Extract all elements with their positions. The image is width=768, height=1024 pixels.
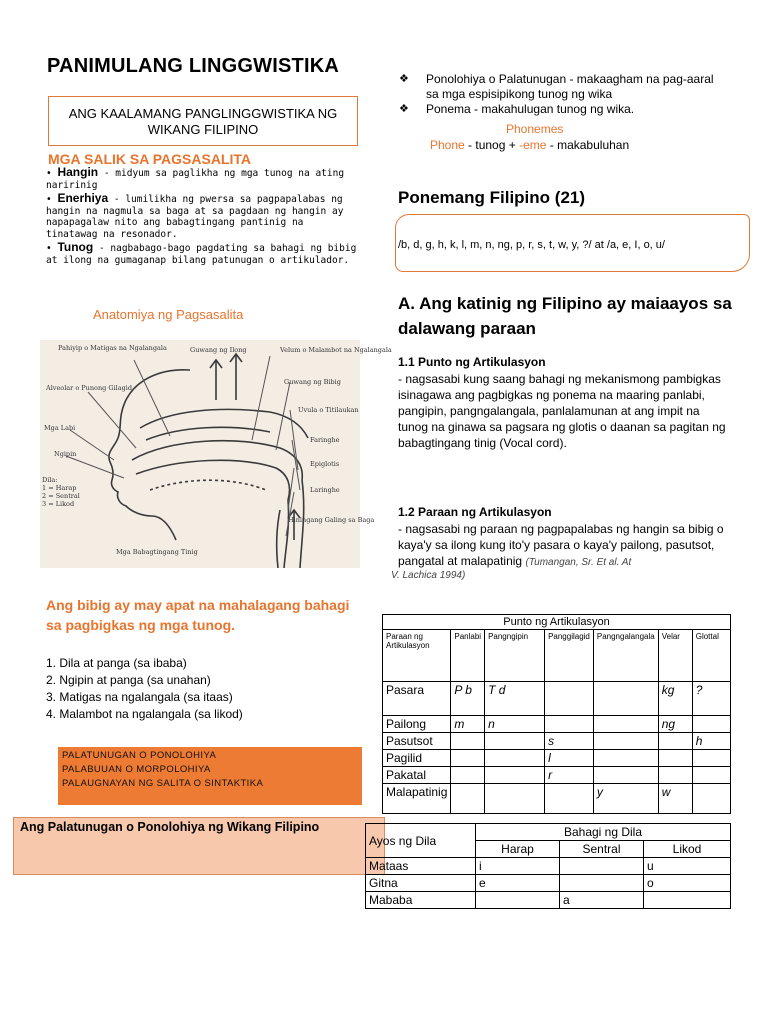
bullet-ponema [399, 102, 729, 117]
bullet-text: - makahulugan tunog ng wika. [470, 102, 635, 116]
label-malambot: Velum o Malambot na Ngalangala [280, 346, 392, 354]
table-row [383, 784, 731, 814]
bullet-term: Hangin [57, 165, 99, 179]
bullet-text: - lumilikha ng pwersa sa pagpapalabas ng hangin na nagmula sa baga at sa pagdaan ng hangin ay napapagalaw nito ang babagtingang pantinig na tinatawag na resonador. [46, 194, 344, 240]
orange-box [58, 747, 362, 805]
table-cell: o [644, 875, 731, 892]
section-1-2-body [398, 521, 733, 571]
list-item: 1. Dila at panga (sa ibaba) [46, 656, 187, 670]
table-cell [593, 750, 658, 767]
table-cell [560, 858, 644, 875]
table-cell: h [692, 733, 730, 750]
table-cell [658, 733, 692, 750]
phone-line [430, 138, 629, 152]
citation: (Tumangan, Sr. Et al. At [525, 557, 632, 568]
table-cell [644, 892, 731, 909]
table-cell [593, 733, 658, 750]
table-cell [692, 767, 730, 784]
table-cell [560, 875, 644, 892]
subtitle-box [48, 96, 358, 146]
table-cell: Mataas [366, 858, 476, 875]
citation-continued: V. Lachica 1994) [391, 570, 466, 581]
table-cell [545, 682, 594, 716]
table-cell: kg [658, 682, 692, 716]
list-item: 3. Matigas na ngalangala (sa itaas) [46, 690, 233, 704]
table-header: Harap [476, 841, 560, 858]
table-cell: e [476, 875, 560, 892]
table-title: Punto ng Artikulasyon [383, 615, 731, 630]
bibig-list [46, 655, 243, 723]
list-item: 2. Ngipin at panga (sa unahan) [46, 673, 211, 687]
label-matigas: Pahiyip o Matigas na Ngalangala [58, 344, 167, 352]
diamond-bullet-icon: ❖ [399, 103, 409, 115]
orange-box-line: PALATUNUGAN O PONOLOHIYA [62, 750, 217, 761]
table-header: Velar [658, 630, 692, 682]
label-babagtingang: Mga Babagtingang Tinig [116, 548, 198, 556]
table-cell [451, 750, 485, 767]
table-cell: n [485, 716, 545, 733]
label-harap: 1 = Harap [42, 484, 77, 492]
section-a-heading: A. Ang katinig ng Filipino ay maiaayos sa dalawang paraan [398, 294, 732, 338]
table-title: Bahagi ng Dila [476, 824, 731, 841]
table-row [366, 858, 731, 875]
subtitle-line-1: ANG KAALAMANG PANGLINGGWISTIKA NG [68, 106, 338, 121]
table-cell [593, 716, 658, 733]
label-hininga: Hiningang Galing sa Baga [288, 516, 375, 524]
table-cell [593, 767, 658, 784]
table-cell: i [476, 858, 560, 875]
table-row [383, 767, 731, 784]
orange-box-line: PALABUUAN O MORPOLOHIYA [62, 764, 211, 775]
table-header: Panggilagid [545, 630, 594, 682]
table-cell: u [644, 858, 731, 875]
table-cell [451, 767, 485, 784]
table-cell [451, 733, 485, 750]
eme-word: -eme [519, 138, 547, 152]
orange-box-line: PALAUGNAYAN NG SALITA O SINTAKTIKA [62, 778, 264, 789]
ponemang-heading: Ponemang Filipino (21) [398, 188, 586, 207]
tunog-text: - tunog + [464, 138, 520, 152]
table-cell: ng [658, 716, 692, 733]
table-cell: l [545, 750, 594, 767]
punto-table [382, 614, 731, 814]
bullet-term: Tunog [57, 240, 94, 254]
section-1-1-title: 1.1 Punto ng Artikulasyon [398, 355, 546, 369]
label-faringhe: Faringhe [310, 436, 340, 444]
label-epiglotis: Epiglotis [310, 460, 340, 468]
subtitle-line-2: WIKANG FILIPINO [147, 122, 259, 137]
label-laringhe: Laringhe [310, 486, 340, 494]
table-cell [593, 682, 658, 716]
table-cell [485, 784, 545, 814]
label-dila: Dila: [42, 476, 58, 484]
bullet-term: Enerhiya [57, 191, 109, 205]
table-cell: Gitna [366, 875, 476, 892]
table-cell: Pakatal [383, 767, 451, 784]
table-cell: y [593, 784, 658, 814]
label-uvula: Uvula o Titilaukan [298, 406, 359, 414]
pink-box: Ang Palatunugan o Ponolohiya ng Wikang Filipino [13, 817, 385, 875]
table-cell [692, 716, 730, 733]
table-cell: P b [451, 682, 485, 716]
table-cell: ? [692, 682, 730, 716]
label-sentral: 2 = Sentral [42, 492, 80, 500]
table-header: Ayos ng Dila [366, 824, 476, 858]
table-cell: Pagilid [383, 750, 451, 767]
table-cell: Pasutsot [383, 733, 451, 750]
table-row [383, 682, 731, 716]
bullet-term: Ponema [426, 102, 471, 116]
dila-table [365, 823, 731, 909]
table-cell [485, 750, 545, 767]
bullet-term: Ponolohiya o Palatunugan [426, 72, 567, 86]
bibig-heading: Ang bibig ay may apat na mahalagang bahagi sa pagbigkas ng mga tunog. [46, 597, 350, 633]
table-cell [451, 784, 485, 814]
makabuluhan-text: - makabuluhan [546, 138, 630, 152]
table-cell: w [658, 784, 692, 814]
label-guwang-bibig: Guwang ng Bibig [284, 378, 341, 386]
table-row [366, 875, 731, 892]
section-1-2-text: - nagsasabi ng paraan ng pagpapalabas ng hangin sa bibig o kaya'y sa ilong kung ito'y pasara o kaya'y pailong, pasutsot, pangatal at malapatinig [398, 522, 724, 568]
table-header: Panlabi [451, 630, 485, 682]
anatomiya-heading: Anatomiya ng Pagsasalita [93, 307, 244, 322]
bullet-tunog: • Tunog - nagbabago-bago pagdating sa bahagi ng bibig at ilong na gumaganap bilang patunugan o artikulador. [46, 240, 357, 266]
table-cell [485, 733, 545, 750]
table-header: Glottal [692, 630, 730, 682]
table-cell [476, 892, 560, 909]
label-ngipin: Ngipin [54, 450, 77, 458]
bullet-text: - midyum sa paglikha ng mga tunog na ating naririnig [46, 168, 345, 191]
table-cell [545, 784, 594, 814]
bullet-hangin: • Hangin - midyum sa paglikha ng mga tunog na ating naririnig [46, 165, 345, 191]
anatomy-diagram-svg [40, 340, 392, 568]
table-cell [658, 750, 692, 767]
phone-word: Phone [430, 138, 465, 152]
table-header: Paraan ng Artikulasyon [383, 630, 451, 682]
table-cell [545, 716, 594, 733]
list-item: 4. Malambot na ngalangala (sa likod) [46, 707, 243, 721]
table-cell: Malapatinig [383, 784, 451, 814]
bullet-text: - makaagham na pag-aaral sa mga espisipikong tunog ng wika [426, 72, 714, 101]
table-row [383, 733, 731, 750]
phonemes-label: Phonemes [506, 122, 564, 136]
table-cell [485, 767, 545, 784]
ponema-list: /b, d, g, h, k, l, m, n, ng, p, r, s, t, w, y, ?/ at /a, e, I, o, u/ [398, 239, 665, 251]
bullet-ponolohiya [399, 72, 729, 102]
table-row [383, 716, 731, 733]
section-1-2-title: 1.2 Paraan ng Artikulasyon [398, 505, 552, 519]
bullet-text: - nagbabago-bago pagdating sa bahagi ng bibig at ilong na gumaganap bilang patunugan o artikulador. [46, 243, 357, 266]
label-guwang-ilong: Guwang ng Ilong [190, 346, 247, 354]
table-cell [658, 767, 692, 784]
table-row [366, 892, 731, 909]
anatomy-diagram [40, 340, 392, 568]
label-labi: Mga Labi [44, 424, 76, 432]
section-1-1-body: - nagsasabi kung saang bahagi ng mekanismong pambigkas isinagawa ang pagbigkas ng ponema na maaring panlabi, pangipin, pangngalangala, panlalamunan at ang impit na tunog na ginawa sa pagsara ng glotis o daanan sa pagitan ng babagtingang tinig (Vocal cord). [398, 372, 726, 450]
table-header: Pangngalangala [593, 630, 658, 682]
table-cell: s [545, 733, 594, 750]
table-cell: T d [485, 682, 545, 716]
label-alveolar: Alveolar o Punong Gilagid [46, 384, 133, 392]
table-cell: Pailong [383, 716, 451, 733]
table-header: Pangngipin [485, 630, 545, 682]
table-cell: r [545, 767, 594, 784]
page-title: PANIMULANG LINGGWISTIKA [47, 55, 339, 77]
table-cell: a [560, 892, 644, 909]
table-cell: Mababa [366, 892, 476, 909]
table-cell: m [451, 716, 485, 733]
table-cell [692, 750, 730, 767]
label-likod: 3 = Likod [42, 500, 75, 508]
diamond-bullet-icon: ❖ [399, 73, 409, 85]
table-header: Likod [644, 841, 731, 858]
table-header: Sentral [560, 841, 644, 858]
bullet-enerhiya: • Enerhiya - lumilikha ng pwersa sa pagpapalabas ng hangin na nagmula sa baga at sa pagdaan ng hangin ay napapagalaw nito ang babagtingang pantinig na tinatawag na resonador. [46, 191, 344, 240]
table-row [383, 750, 731, 767]
table-cell [692, 784, 730, 814]
salik-heading: MGA SALIK SA PAGSASALITA [48, 151, 251, 167]
table-cell: Pasara [383, 682, 451, 716]
right-bullets [399, 72, 729, 117]
